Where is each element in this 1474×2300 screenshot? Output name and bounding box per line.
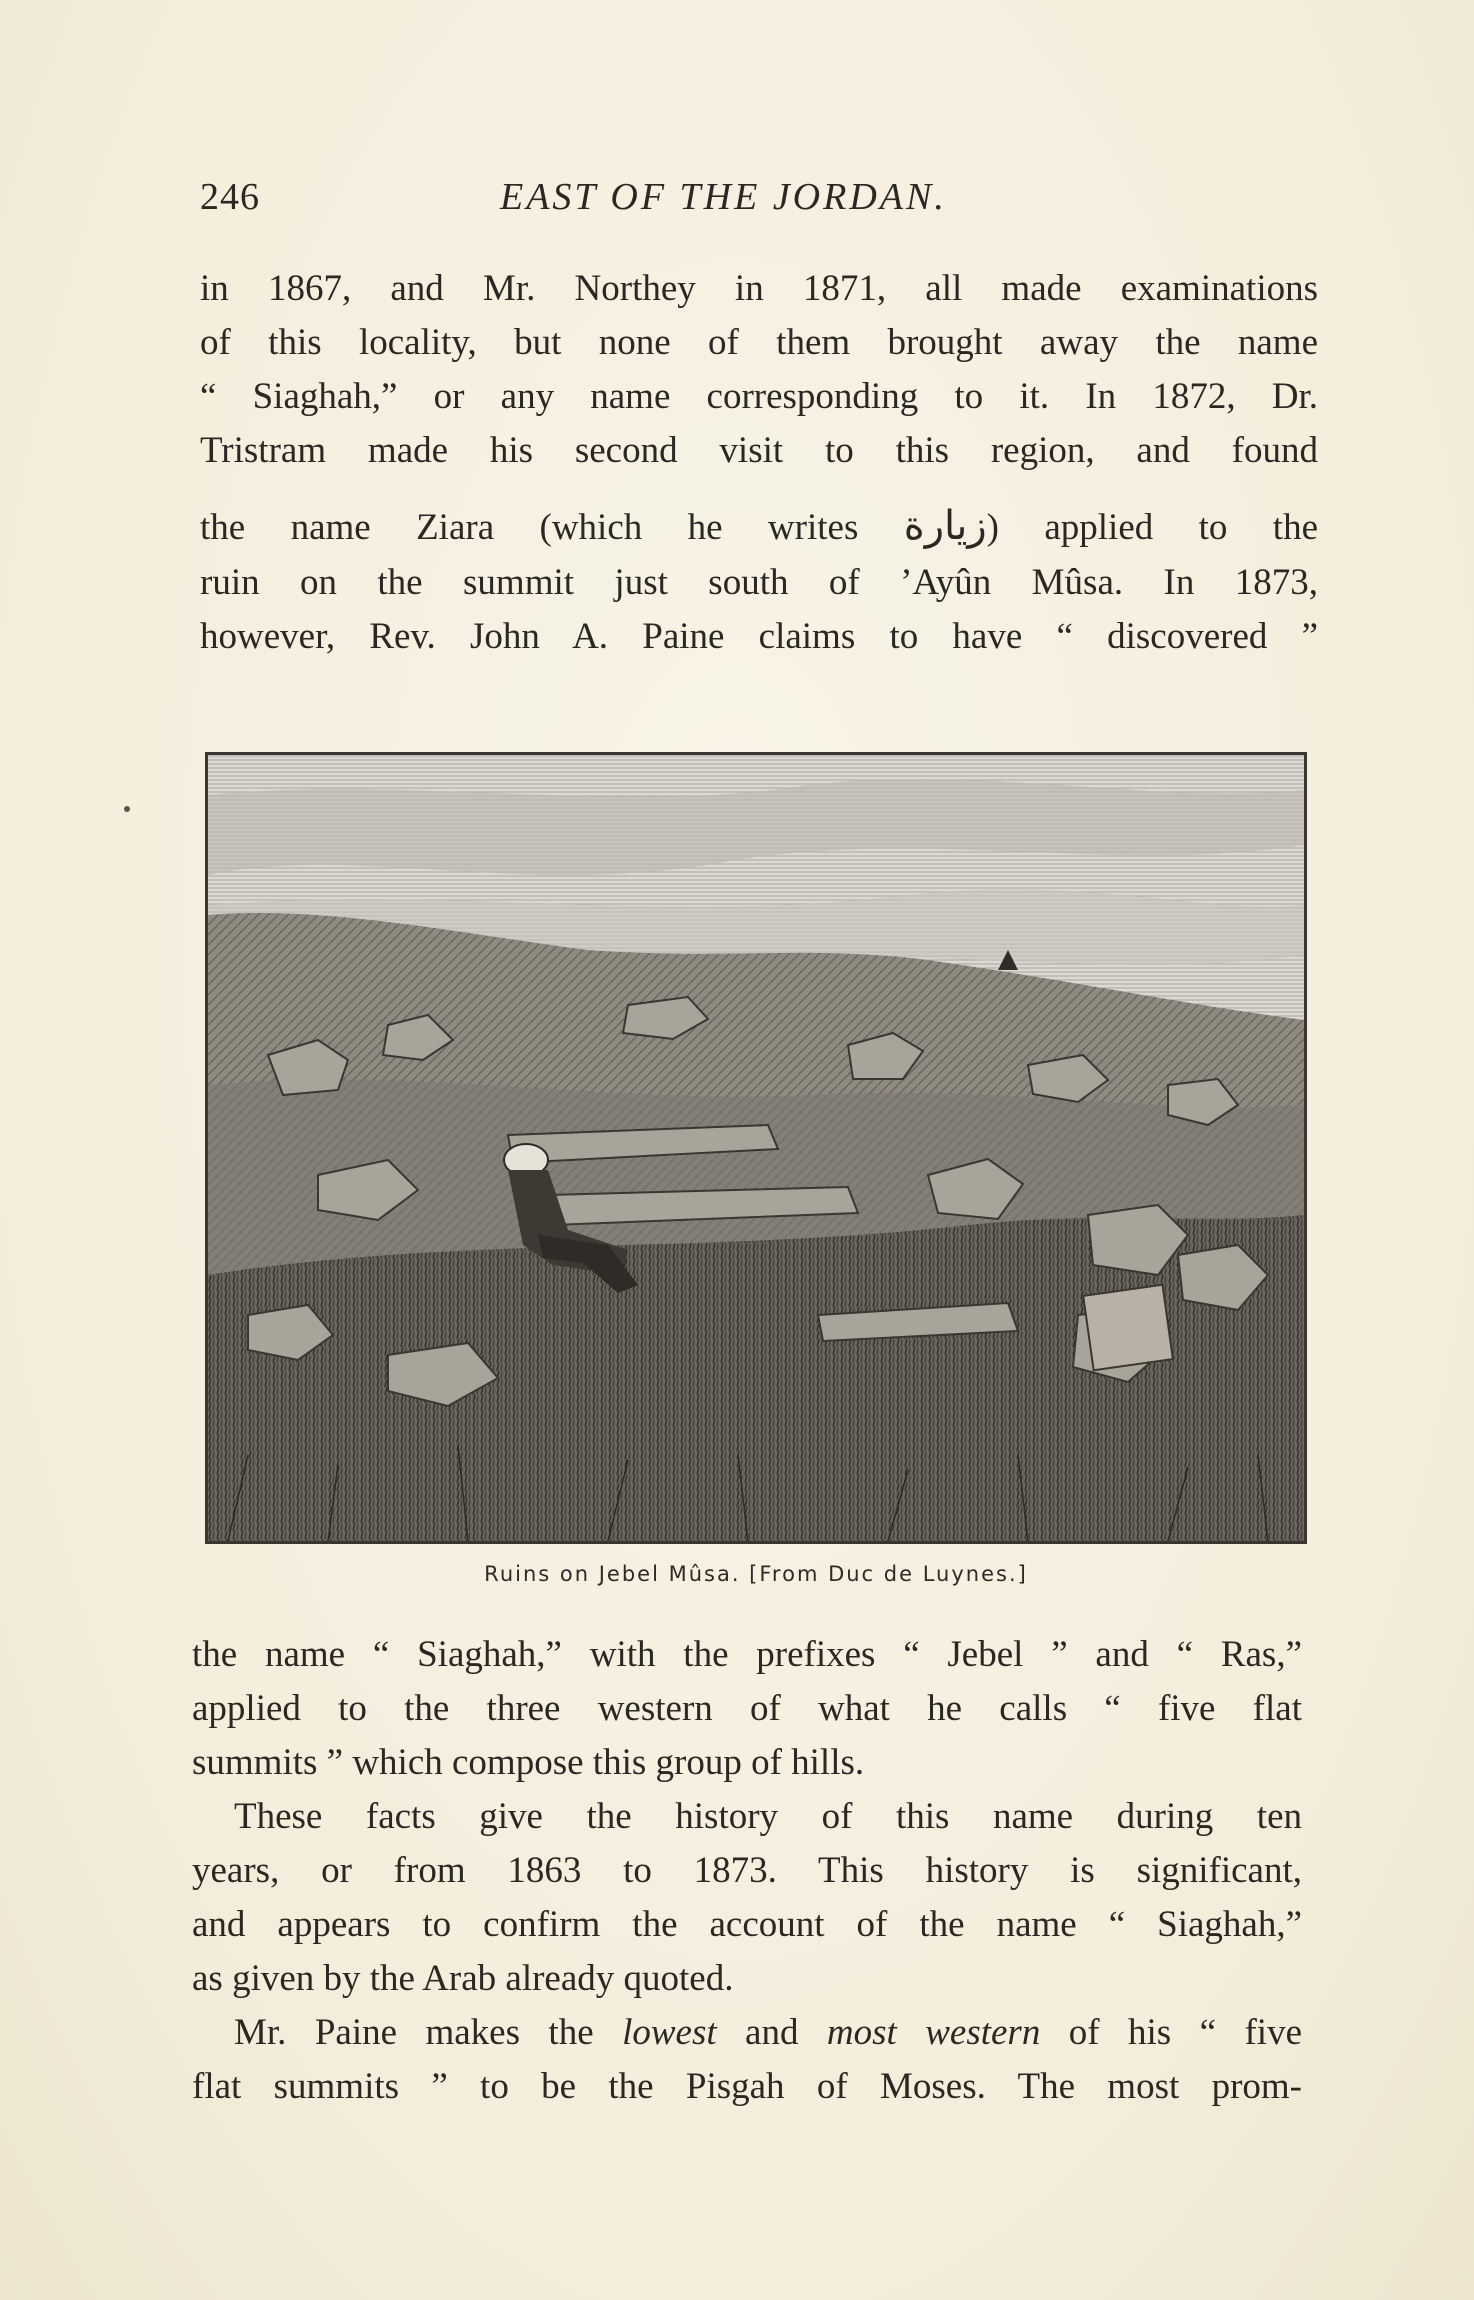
text-line: however, Rev. John A. Paine claims to have “ discovered ” xyxy=(200,616,1318,657)
text-fragment: of his “ five xyxy=(1040,2012,1302,2053)
text-line: of this locality, but none of them brought away the name xyxy=(200,322,1318,363)
page-header xyxy=(200,175,1320,225)
text-fragment: ) applied to the xyxy=(986,507,1318,548)
text-fragment: the name Ziara (which he writes xyxy=(200,507,904,548)
running-head: EAST OF THE JORDAN. xyxy=(500,176,947,218)
text-line: years, or from 1863 to 1873. This history is significant, xyxy=(192,1850,1302,1891)
paragraph-bottom xyxy=(192,1628,1302,2114)
text-line: in 1867, and Mr. Northey in 1871, all made examinations xyxy=(200,268,1318,309)
figure-caption: Ruins on Jebel Mûsa. [From Duc de Luynes.] xyxy=(484,1562,1028,1586)
paragraph-top xyxy=(200,262,1318,664)
italic-word: most western xyxy=(826,2012,1041,2053)
text-line: “ Siaghah,” or any name corresponding to it. In 1872, Dr. xyxy=(200,376,1318,417)
page-number: 246 xyxy=(200,176,260,218)
text-line: Tristram made his second visit to this region, and found xyxy=(200,430,1318,471)
text-line: the name “ Siaghah,” with the prefixes “ Jebel ” and “ Ras,” xyxy=(192,1634,1302,1675)
text-line: ruin on the summit just south of ’Ayûn Mûsa. In 1873, xyxy=(200,562,1318,603)
text-line-with-arabic xyxy=(200,478,1318,556)
ruins-engraving-picture xyxy=(208,755,1304,1541)
text-line: summits ” which compose this group of hills. xyxy=(192,1742,865,1783)
text-fragment: and xyxy=(716,2012,827,2053)
text-line: and appears to confirm the account of the name “ Siaghah,” xyxy=(192,1904,1302,1945)
text-line-with-italics xyxy=(192,2006,1302,2060)
italic-word: lowest xyxy=(622,2012,717,2053)
paper-speck xyxy=(124,806,130,812)
text-line: applied to the three western of what he calls “ five flat xyxy=(192,1688,1302,1729)
text-line: These facts give the history of this name during ten xyxy=(234,1796,1302,1837)
text-line: as given by the Arab already quoted. xyxy=(192,1958,734,1999)
engraving-illustration xyxy=(205,752,1307,1544)
text-fragment: Mr. Paine makes the xyxy=(234,2012,623,2053)
arabic-word: زيارة xyxy=(903,503,987,549)
text-line: flat summits ” to be the Pisgah of Moses. The most prom- xyxy=(192,2066,1302,2107)
